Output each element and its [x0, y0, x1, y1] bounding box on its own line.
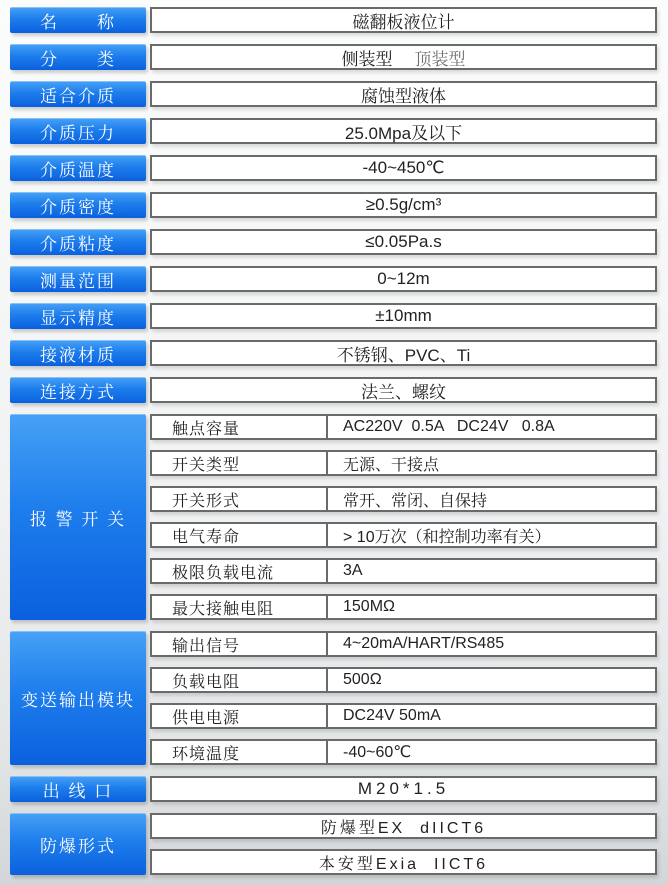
subrow-max-contact-resistance	[150, 594, 657, 620]
category-side-mounted: 侧装型	[341, 49, 393, 69]
subrow-value: 无源、干接点	[343, 456, 440, 474]
row-connection-type	[10, 377, 657, 403]
row-label: 显示精度	[10, 303, 146, 329]
row-media-temperature	[10, 155, 657, 181]
subrow-value: 3A	[343, 562, 363, 579]
subrow-name: 极限负载电流	[152, 560, 328, 582]
row-media-pressure	[10, 118, 657, 144]
subrow-name: 触点容量	[152, 416, 328, 438]
subrow-load-resistance	[150, 667, 657, 693]
subrow-value: 防爆型EX dIICT6	[320, 819, 487, 837]
section-label: 报 警 开 关	[10, 414, 146, 620]
alarm-switch-rows	[150, 414, 657, 620]
subrow-value: 常开、常闭、自保持	[343, 492, 488, 510]
subrow-name: 电气寿命	[152, 524, 328, 546]
row-value: 25.0Mpa及以下	[150, 118, 657, 144]
row-label: 分 类	[10, 44, 146, 70]
row-value: -40~450℃	[150, 155, 657, 181]
section-explosion-proof	[10, 813, 657, 875]
subrow-ambient-temperature	[150, 739, 657, 765]
row-value: 0~12m	[150, 266, 657, 292]
row-label: 介质密度	[10, 192, 146, 218]
subrow-name: 供电电源	[152, 705, 328, 727]
subrow-switch-type	[150, 450, 657, 476]
row-label: 测量范围	[10, 266, 146, 292]
subrow-value: > 10万次（和控制功率有关）	[343, 528, 551, 546]
row-label: 接液材质	[10, 340, 146, 366]
row-value: ±10mm	[150, 303, 657, 329]
row-media-density	[10, 192, 657, 218]
row-display-accuracy	[10, 303, 657, 329]
row-value: ≤0.05Pa.s	[150, 229, 657, 255]
section-label: 变送输出模块	[10, 631, 146, 765]
row-measuring-range	[10, 266, 657, 292]
row-value: 法兰、螺纹	[150, 377, 657, 403]
subrow-flameproof-ex	[150, 813, 657, 839]
row-category	[10, 44, 657, 70]
row-label: 介质粘度	[10, 229, 146, 255]
transmitter-module-rows	[150, 631, 657, 765]
row-value	[150, 44, 657, 70]
subrow-contact-capacity	[150, 414, 657, 440]
subrow-electrical-life	[150, 522, 657, 548]
subrow-power-supply	[150, 703, 657, 729]
subrow-output-signal	[150, 631, 657, 657]
subrow-name: 输出信号	[152, 633, 328, 655]
subrow-limit-load-current	[150, 558, 657, 584]
row-label: 介质温度	[10, 155, 146, 181]
row-value: ≥0.5g/cm³	[150, 192, 657, 218]
subrow-value: DC24V 50mA	[343, 707, 441, 724]
section-transmitter-module	[10, 631, 657, 765]
row-label: 连接方式	[10, 377, 146, 403]
row-label: 出 线 口	[10, 776, 146, 802]
subrow-name: 负载电阻	[152, 669, 328, 691]
subrow-value: 500Ω	[343, 671, 382, 688]
subrow-value: 本安型Exia IICT6	[318, 855, 489, 873]
row-suitable-media	[10, 81, 657, 107]
subrow-value: -40~60℃	[343, 744, 412, 761]
section-alarm-switch	[10, 414, 657, 620]
row-value: 不锈钢、PVC、Ti	[150, 340, 657, 366]
section-label: 防爆形式	[10, 813, 146, 875]
subrow-name: 环境温度	[152, 741, 328, 763]
row-wetted-material	[10, 340, 657, 366]
row-cable-outlet	[10, 776, 657, 802]
row-value: M20*1.5	[150, 776, 657, 802]
subrow-name: 开关类型	[152, 452, 328, 474]
explosion-proof-rows	[150, 813, 657, 875]
subrow-switch-form	[150, 486, 657, 512]
subrow-name: 开关形式	[152, 488, 328, 510]
row-value: 磁翻板液位计	[150, 7, 657, 33]
row-name	[10, 7, 657, 33]
row-label: 介质压力	[10, 118, 146, 144]
subrow-name: 最大接触电阻	[152, 596, 328, 618]
row-media-viscosity	[10, 229, 657, 255]
subrow-intrinsically-safe-exia	[150, 849, 657, 875]
subrow-value: AC220V 0.5A DC24V 0.8A	[343, 418, 555, 435]
category-top-mounted: 顶装型	[414, 49, 466, 69]
subrow-value: 4~20mA/HART/RS485	[343, 635, 505, 652]
row-label: 名 称	[10, 7, 146, 33]
subrow-value: 150MΩ	[343, 598, 395, 615]
row-value: 腐蚀型液体	[150, 81, 657, 107]
row-label: 适合介质	[10, 81, 146, 107]
